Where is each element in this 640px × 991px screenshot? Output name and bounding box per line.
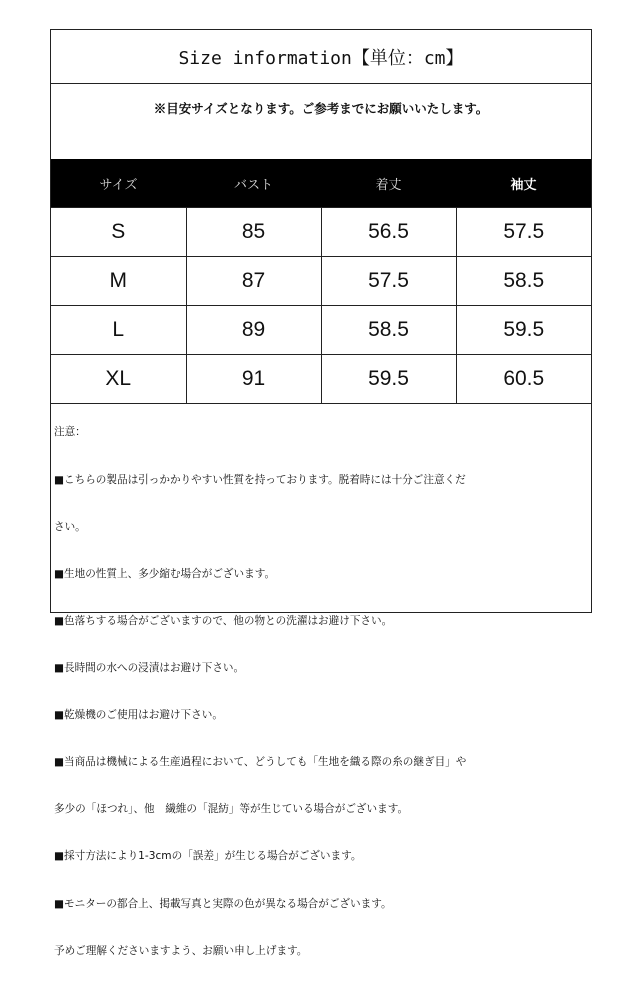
- table-row: [51, 208, 591, 257]
- cell-sleeve: 59.5: [456, 306, 591, 355]
- cell-size: L: [51, 306, 186, 355]
- subtitle-note: ※目安サイズとなります。ご参考までにお願いいたします。: [153, 101, 489, 116]
- header-bust: バスト: [186, 159, 321, 208]
- note-line: 多少の「ほつれ」、他 繊維の「混紡」等が生じている場合がございます。: [54, 803, 409, 816]
- cell-size: XL: [51, 355, 186, 404]
- page-title: Size information【単位：cm】: [51, 30, 591, 84]
- cell-length: 56.5: [321, 208, 456, 257]
- size-info-panel: [50, 29, 592, 957]
- note-line: ■採寸方法により1-3cmの「誤差」が生じる場合がございます。: [54, 850, 362, 863]
- table-row: [51, 306, 591, 355]
- note-line: 予めご理解くださいますよう、お願い申し上げます。: [54, 944, 308, 957]
- note-line: ■乾燥機のご使用はお避け下さい。: [54, 709, 223, 722]
- cell-length: 57.5: [321, 257, 456, 306]
- note-line: ■生地の性質上、多少縮む場合がございます。: [54, 567, 276, 580]
- note-line: さい。: [54, 520, 86, 533]
- cell-sleeve: 60.5: [456, 355, 591, 404]
- note-line: ■当商品は機械による生産過程において、どうしても「生地を織る際の糸の継ぎ目」や: [54, 756, 467, 769]
- cell-bust: 85: [186, 208, 321, 257]
- note-line: ■モニターの都合上、掲載写真と実際の色が異なる場合がございます。: [54, 897, 392, 910]
- table-header-row: [51, 159, 591, 208]
- cell-length: 59.5: [321, 355, 456, 404]
- cell-bust: 89: [186, 306, 321, 355]
- cell-bust: 87: [186, 257, 321, 306]
- cell-size: S: [51, 208, 186, 257]
- header-length: 着丈: [321, 159, 456, 208]
- note-line: ■こちらの製品は引っかかりやすい性質を持っております。脱着時には十分ご注意くだ: [54, 473, 466, 486]
- cell-size: M: [51, 257, 186, 306]
- table-row: [51, 257, 591, 306]
- size-table: [51, 159, 591, 404]
- header-size: サイズ: [51, 159, 186, 208]
- note-line: ■色落ちする場合がございますので、他の物との洗濯はお避け下さい。: [54, 614, 393, 627]
- cell-length: 58.5: [321, 306, 456, 355]
- header-sleeve: 袖丈: [456, 159, 591, 208]
- notes-heading: 注意：: [54, 426, 86, 439]
- cell-sleeve: 58.5: [456, 257, 591, 306]
- cell-bust: 91: [186, 355, 321, 404]
- cell-sleeve: 57.5: [456, 208, 591, 257]
- notes-section: [54, 394, 590, 991]
- note-line: ■長時間の水への浸漬はお避け下さい。: [54, 661, 245, 674]
